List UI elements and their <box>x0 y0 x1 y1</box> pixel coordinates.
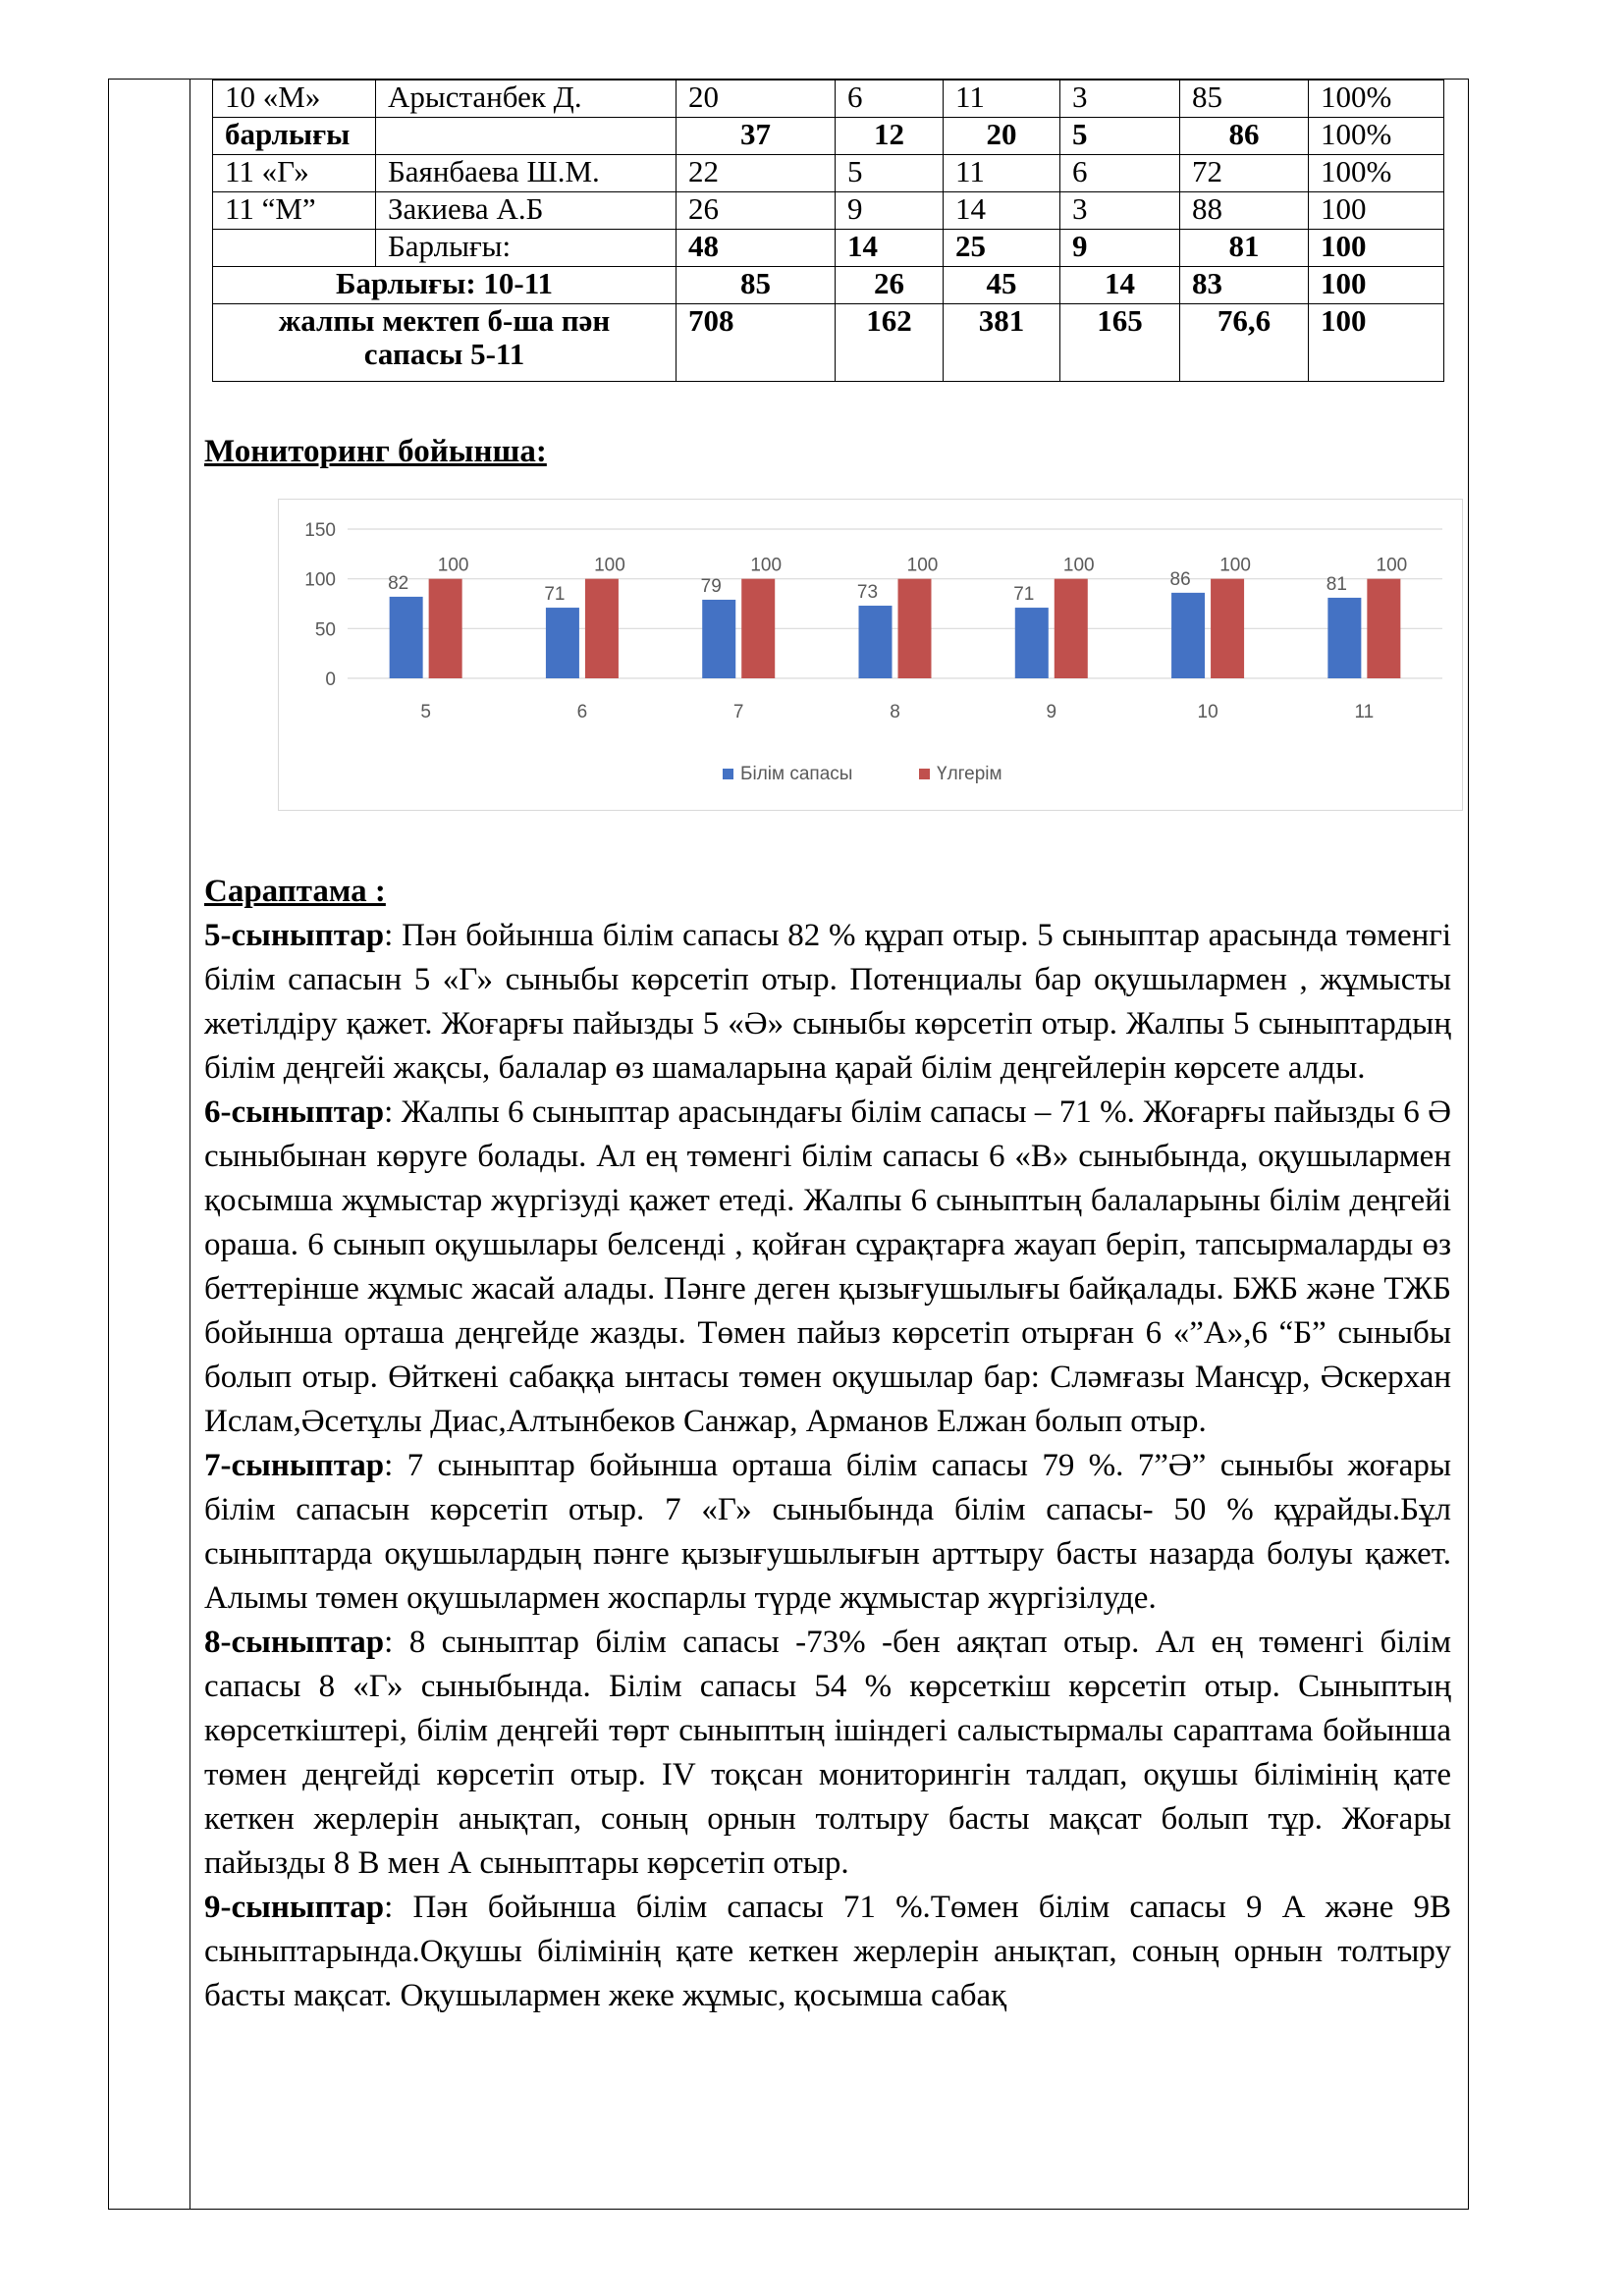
data-label: 100 <box>594 555 625 576</box>
value-cell: 37 <box>677 118 836 155</box>
value-cell: 14 <box>944 192 1060 230</box>
chart-svg <box>279 500 1464 812</box>
data-label: 100 <box>1219 555 1251 576</box>
bar <box>898 579 932 678</box>
bar <box>429 579 462 678</box>
table-row <box>213 80 1444 118</box>
value-cell: 81 <box>1180 230 1309 267</box>
paragraph-text: : Пән бойынша білім сапасы 82 % құрап отыр. 5 сыныптар арасында төменгі білім сапасын 5 «Г» сыныбы көрсетіп отыр. Потенциалы бар оқушылармен , жұмысты жетілдіру қажет. Жоғарғы пайызды 5 «Ә» сыныбы көрсетіп отыр. Жалпы 5 сыныптардың білім деңгейі жақсы, балалар өз шамаларына қарай білім деңгейлерін көрсете алды. <box>204 918 1451 1086</box>
bar <box>1367 579 1400 678</box>
value-cell: 100% <box>1309 155 1444 192</box>
x-tick-label: 5 <box>420 702 431 722</box>
value-cell: 14 <box>1060 267 1180 304</box>
class-cell: 11 «Г» <box>213 155 376 192</box>
value-cell: 88 <box>1180 192 1309 230</box>
x-tick-label: 9 <box>1046 702 1057 722</box>
value-cell: 9 <box>1060 230 1180 267</box>
value-cell: 76,6 <box>1180 304 1309 382</box>
analysis-section <box>204 870 1451 2018</box>
analysis-paragraph <box>204 1091 1451 1444</box>
analysis-paragraph <box>204 1444 1451 1621</box>
value-cell: 100 <box>1309 230 1444 267</box>
data-label: 73 <box>856 582 879 604</box>
value-cell: 3 <box>1060 80 1180 118</box>
table-row <box>213 304 1444 382</box>
teacher-cell: Арыстанбек Д. <box>376 80 677 118</box>
bar <box>1327 598 1361 678</box>
teacher-cell: Закиева А.Б <box>376 192 677 230</box>
analysis-paragraph <box>204 1886 1451 2018</box>
value-cell: 6 <box>836 80 944 118</box>
x-tick-label: 8 <box>890 702 900 722</box>
y-tick-label: 100 <box>304 569 336 591</box>
value-cell: 381 <box>944 304 1060 382</box>
legend-label: Білім сапасы <box>740 764 853 784</box>
data-label: 81 <box>1326 573 1347 595</box>
value-cell: 83 <box>1180 267 1309 304</box>
value-cell: 100% <box>1309 80 1444 118</box>
y-tick-label: 0 <box>325 669 336 690</box>
bar <box>1171 593 1205 678</box>
value-cell: 100 <box>1309 192 1444 230</box>
legend-label: Үлгерім <box>937 764 1002 784</box>
data-label: 86 <box>1169 568 1191 590</box>
paragraph-text: : Пән бойынша білім сапасы 71 %.Төмен білім сапасы 9 А және 9В сыныптарында.Оқушы білімінің қате кеткен жерлерін анықтап, соның орнын толтыру басты мақсат. Оқушылармен жеке жұмыс, қосымша сабақ <box>204 1890 1451 2013</box>
bar <box>702 600 735 678</box>
value-cell: 14 <box>836 230 944 267</box>
paragraph-label: 7-сыныптар <box>204 1448 385 1483</box>
results-table <box>212 80 1444 382</box>
bar <box>585 579 619 678</box>
class-cell: Барлығы: 10-11 <box>213 267 677 304</box>
data-label: 71 <box>1013 584 1035 606</box>
table-row <box>213 118 1444 155</box>
table-row <box>213 192 1444 230</box>
data-label: 82 <box>388 572 409 594</box>
paragraph-label: 6-сыныптар <box>204 1095 385 1130</box>
analysis-title: Сараптама : <box>204 874 386 909</box>
bar <box>741 579 775 678</box>
value-cell: 12 <box>836 118 944 155</box>
value-cell: 11 <box>944 155 1060 192</box>
paragraph-text: : 8 сыныптар білім сапасы -73% -бен аяқтап отыр. Ал ең төменгі білім сапасы 8 «Г» сыныбында. Білім сапасы 54 % көрсеткіш көрсетіп отыр. Сыныптың көрсеткіштері, білім деңгейі төрт сыныптың ішіндегі салыстырмалы сараптама бойынша төмен деңгейді көрсетіп отыр. IV тоқсан мониторингін талдап, оқушы білімінің қате кеткен жерлерін анықтап, соның орнын толтыру басты мақсат болып тұр. Жоғары пайызды 8 В мен А сыныптары көрсетіп отыр. <box>204 1625 1451 1881</box>
paragraph-label: 9-сыныптар <box>204 1890 385 1925</box>
legend-swatch <box>723 769 733 779</box>
data-label: 71 <box>544 584 566 606</box>
class-cell: 10 «М» <box>213 80 376 118</box>
paragraph-label: 5-сыныптар <box>204 918 385 953</box>
x-tick-label: 11 <box>1354 702 1375 722</box>
data-label: 100 <box>437 555 469 576</box>
paragraph-text: : 7 сыныптар бойынша орташа білім сапасы 79 %. 7”Ә” сыныбы жоғары білім сапасын көрсетіп отыр. 7 «Г» сыныбында білім сапасы- 50 % құрайды.Бұл сыныптарда оқушылардың пәнге қызығушылығын арттыру басты назарда болуы қажет. Алымы төмен оқушылармен жоспарлы түрде жұмыстар жүргізілуде. <box>204 1448 1451 1616</box>
value-cell: 25 <box>944 230 1060 267</box>
value-cell: 11 <box>944 80 1060 118</box>
class-cell <box>213 230 376 267</box>
bar <box>1211 579 1244 678</box>
bar <box>1055 579 1088 678</box>
data-label: 79 <box>700 575 722 597</box>
value-cell: 85 <box>1180 80 1309 118</box>
value-cell: 3 <box>1060 192 1180 230</box>
paragraph-label: 8-сыныптар <box>204 1625 385 1660</box>
frame-divider <box>189 80 190 2209</box>
value-cell: 85 <box>677 267 836 304</box>
value-cell: 72 <box>1180 155 1309 192</box>
data-label: 100 <box>1376 555 1408 576</box>
x-tick-label: 7 <box>732 702 744 722</box>
data-label: 100 <box>750 555 783 576</box>
value-cell: 20 <box>944 118 1060 155</box>
x-tick-label: 6 <box>576 702 588 722</box>
y-tick-label: 150 <box>304 520 336 541</box>
monitoring-title: Мониторинг бойынша: <box>204 434 547 469</box>
monitoring-chart <box>278 499 1463 811</box>
value-cell: 100 <box>1309 304 1444 382</box>
value-cell: 5 <box>1060 118 1180 155</box>
bar <box>390 597 423 678</box>
teacher-cell <box>376 118 677 155</box>
data-label: 100 <box>1062 555 1095 576</box>
value-cell: 5 <box>836 155 944 192</box>
analysis-paragraph <box>204 914 1451 1091</box>
teacher-cell: Баянбаева Ш.М. <box>376 155 677 192</box>
table-row <box>213 230 1444 267</box>
class-cell: жалпы мектеп б-ша пән сапасы 5-11 <box>213 304 677 382</box>
value-cell: 162 <box>836 304 944 382</box>
value-cell: 86 <box>1180 118 1309 155</box>
x-tick-label: 10 <box>1197 702 1218 722</box>
value-cell: 708 <box>677 304 836 382</box>
bar <box>546 608 579 678</box>
y-tick-label: 50 <box>314 619 336 641</box>
paragraph-text: : Жалпы 6 сыныптар арасындағы білім сапасы – 71 %. Жоғарғы пайызды 6 Ә сыныбынан көруге болады. Ал ең төменгі білім сапасы 6 «В» сыныбында, оқушылармен қосымша жұмыстар жүргізуді қажет етеді. Жалпы 6 сыныптың балаларыны білім деңгейі ораша. 6 сынып оқушылары белсенді , қойған сұрақтарға жауап беріп, тапсырмаларды өз беттерінше жұмыс жасай алады. Пәнге деген қызығушылығы байқалады. БЖБ және ТЖБ бойынша орташа деңгейде жазды. Төмен пайыз көрсетіп отырған 6 «”А»,6 “Б” сыныбы болып отыр. Өйткені сабаққа ынтасы төмен оқушылар бар: Сләмғазы Мансұр, Әскерхан Ислам,Әсетұлы Диас,Алтынбеков Санжар, Арманов Елжан болып отыр. <box>204 1095 1451 1439</box>
bar <box>859 606 893 678</box>
bar <box>1015 608 1049 678</box>
value-cell: 165 <box>1060 304 1180 382</box>
data-label: 100 <box>906 555 939 576</box>
value-cell: 26 <box>836 267 944 304</box>
value-cell: 26 <box>677 192 836 230</box>
value-cell: 45 <box>944 267 1060 304</box>
value-cell: 6 <box>1060 155 1180 192</box>
value-cell: 20 <box>677 80 836 118</box>
value-cell: 100 <box>1309 267 1444 304</box>
teacher-cell: Барлығы: <box>376 230 677 267</box>
value-cell: 9 <box>836 192 944 230</box>
table-row <box>213 155 1444 192</box>
class-cell: 11 “М” <box>213 192 376 230</box>
class-cell: барлығы <box>213 118 376 155</box>
analysis-paragraph <box>204 1621 1451 1886</box>
value-cell: 22 <box>677 155 836 192</box>
table-row <box>213 267 1444 304</box>
value-cell: 100% <box>1309 118 1444 155</box>
legend-swatch <box>919 769 930 779</box>
value-cell: 48 <box>677 230 836 267</box>
